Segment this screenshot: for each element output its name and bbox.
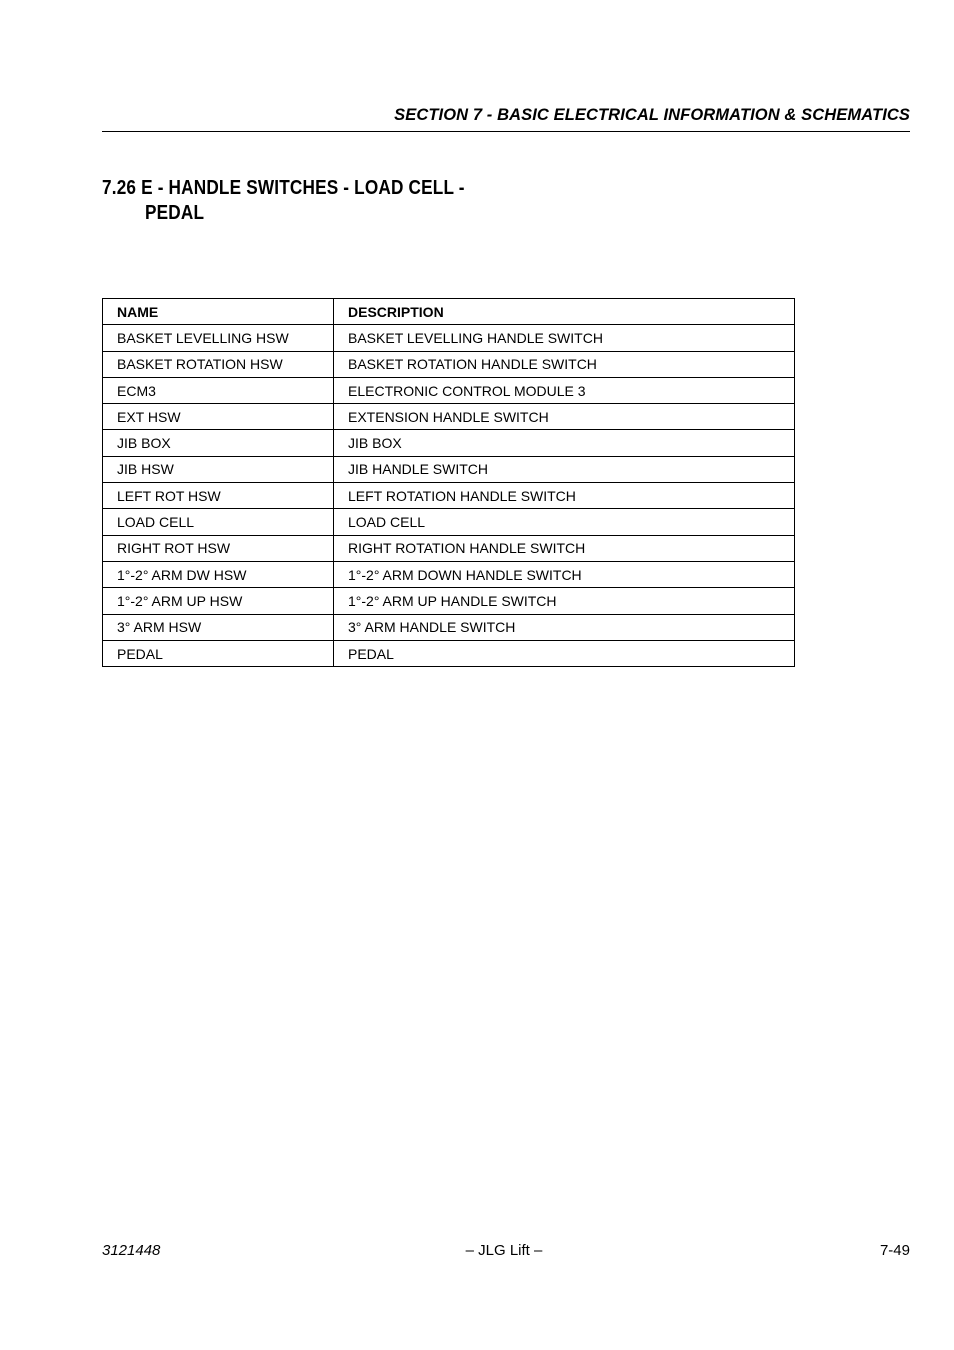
section-heading: [102, 176, 465, 226]
component-table: [102, 298, 795, 667]
row-description-cell: PEDAL: [334, 640, 795, 666]
row-name-cell: EXT HSW: [103, 404, 334, 430]
row-description-cell: 1°-2° ARM DOWN HANDLE SWITCH: [334, 561, 795, 587]
heading-line-2: PEDAL: [145, 202, 205, 224]
table-row: [103, 561, 795, 587]
table-header-row: [103, 299, 795, 325]
row-name-cell: RIGHT ROT HSW: [103, 535, 334, 561]
table-row: [103, 588, 795, 614]
header-rule: [102, 131, 910, 132]
row-name-cell: 1°-2° ARM UP HSW: [103, 588, 334, 614]
row-description-cell: RIGHT ROTATION HANDLE SWITCH: [334, 535, 795, 561]
table-row: [103, 325, 795, 351]
footer-doc-number: 3121448: [102, 1242, 161, 1259]
row-name-cell: JIB BOX: [103, 430, 334, 456]
table-row: [103, 483, 795, 509]
row-name-cell: LEFT ROT HSW: [103, 483, 334, 509]
table-row: [103, 614, 795, 640]
row-description-cell: 1°-2° ARM UP HANDLE SWITCH: [334, 588, 795, 614]
row-name-cell: BASKET ROTATION HSW: [103, 351, 334, 377]
row-name-cell: PEDAL: [103, 640, 334, 666]
column-header-name: NAME: [103, 299, 334, 325]
row-description-cell: ELECTRONIC CONTROL MODULE 3: [334, 377, 795, 403]
section-header: SECTION 7 - BASIC ELECTRICAL INFORMATION & SCHEMATICS: [394, 106, 910, 124]
row-description-cell: 3° ARM HANDLE SWITCH: [334, 614, 795, 640]
row-description-cell: LEFT ROTATION HANDLE SWITCH: [334, 483, 795, 509]
table-row: [103, 535, 795, 561]
table-row: [103, 377, 795, 403]
table-row: [103, 456, 795, 482]
row-description-cell: EXTENSION HANDLE SWITCH: [334, 404, 795, 430]
row-description-cell: BASKET LEVELLING HANDLE SWITCH: [334, 325, 795, 351]
table-row: [103, 640, 795, 666]
row-description-cell: JIB HANDLE SWITCH: [334, 456, 795, 482]
row-description-cell: LOAD CELL: [334, 509, 795, 535]
footer-page-number: 7-49: [879, 1242, 910, 1259]
table-row: [103, 351, 795, 377]
heading-line-1: 7.26 E - HANDLE SWITCHES - LOAD CELL -: [102, 177, 465, 199]
row-name-cell: 1°-2° ARM DW HSW: [103, 561, 334, 587]
row-name-cell: JIB HSW: [103, 456, 334, 482]
row-description-cell: JIB BOX: [334, 430, 795, 456]
footer-center-text: – JLG Lift –: [465, 1242, 543, 1259]
column-header-description: DESCRIPTION: [334, 299, 795, 325]
row-name-cell: ECM3: [103, 377, 334, 403]
row-description-cell: BASKET ROTATION HANDLE SWITCH: [334, 351, 795, 377]
table-row: [103, 404, 795, 430]
table-row: [103, 430, 795, 456]
table-row: [103, 509, 795, 535]
row-name-cell: BASKET LEVELLING HSW: [103, 325, 334, 351]
row-name-cell: LOAD CELL: [103, 509, 334, 535]
row-name-cell: 3° ARM HSW: [103, 614, 334, 640]
